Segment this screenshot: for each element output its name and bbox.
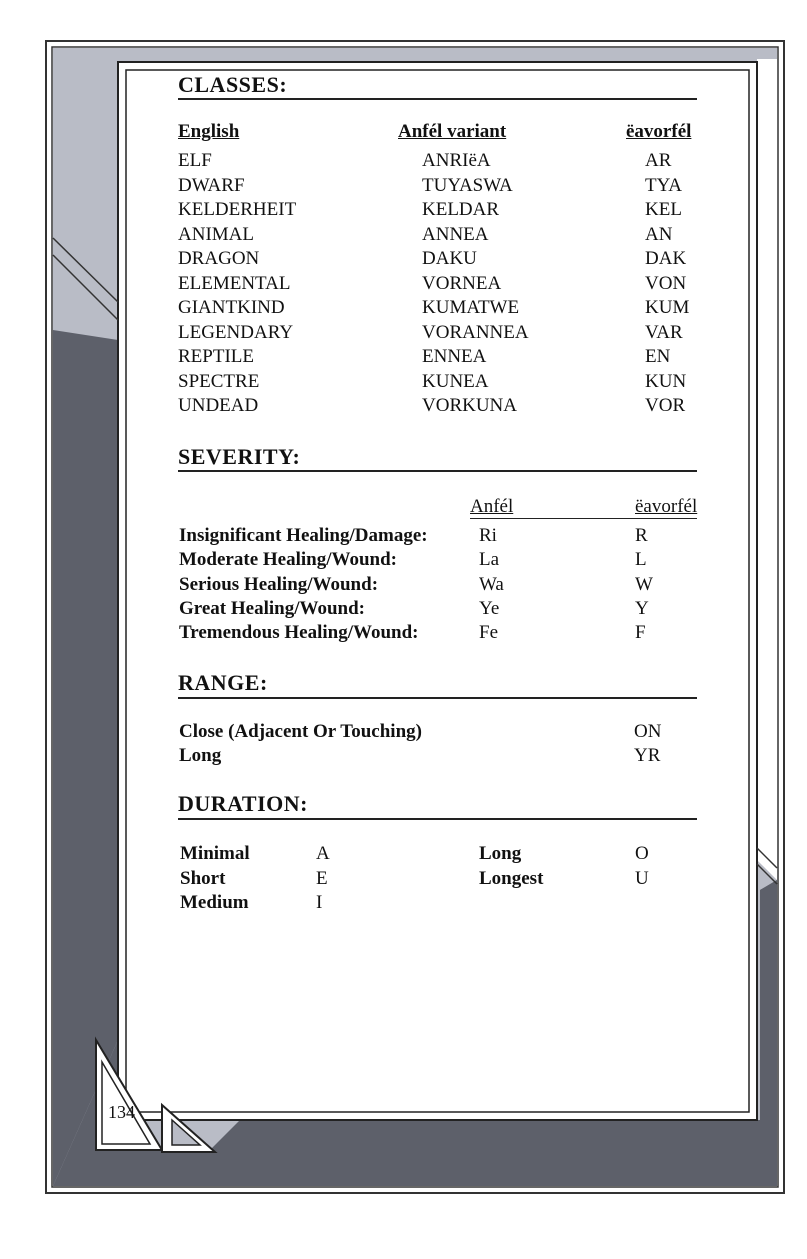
class-english: KELDERHEIT xyxy=(178,199,297,220)
severity-label: Tremendous Healing/Wound: xyxy=(179,622,419,644)
class-eavorfel: AR xyxy=(645,150,672,171)
duration-code: I xyxy=(316,892,323,913)
severity-anfel: Ye xyxy=(479,597,500,619)
class-anfel: DAKU xyxy=(422,248,477,269)
severity-eavorfel: F xyxy=(635,622,646,644)
classes-col-english: English xyxy=(178,121,240,142)
table-row xyxy=(0,322,807,347)
severity-label: Serious Healing/Wound: xyxy=(179,573,379,595)
table-row xyxy=(0,346,807,371)
class-eavorfel: VOR xyxy=(645,395,686,416)
class-english: REPTILE xyxy=(178,346,254,367)
severity-eavorfel: L xyxy=(635,549,647,571)
severity-anfel: Fe xyxy=(479,622,498,644)
duration-rule xyxy=(178,818,697,820)
range-heading: RANGE: xyxy=(178,670,268,695)
class-anfel: ANNEA xyxy=(422,223,489,245)
table-row xyxy=(0,371,807,396)
duration-code: O xyxy=(635,843,649,864)
page-number: 134 xyxy=(108,1102,135,1122)
table-row xyxy=(0,297,807,322)
class-anfel: ENNEA xyxy=(422,346,487,367)
severity-col-anfel: Anfél xyxy=(470,496,514,517)
class-anfel: KELDAR xyxy=(422,199,500,220)
class-eavorfel: DAK xyxy=(645,248,687,269)
class-english: LEGENDARY xyxy=(178,321,294,343)
classes-heading: CLASSES: xyxy=(178,72,288,97)
severity-anfel: Ri xyxy=(479,525,497,546)
class-anfel: ANRIëA xyxy=(422,150,491,171)
duration-code: A xyxy=(316,843,330,864)
class-english: UNDEAD xyxy=(178,395,259,416)
range-row-label: Long xyxy=(179,745,222,766)
duration-heading: DURATION: xyxy=(178,791,308,816)
class-eavorfel: VAR xyxy=(645,321,683,343)
classes-col-anfel: Anfél variant xyxy=(398,121,507,142)
severity-heading: SEVERITY: xyxy=(178,444,301,469)
severity-label: Great Healing/Wound: xyxy=(179,597,365,619)
class-anfel: KUMATWE xyxy=(422,297,520,318)
class-eavorfel: AN xyxy=(645,223,673,245)
duration-label: Minimal xyxy=(180,843,250,864)
class-english: ELEMENTAL xyxy=(178,272,291,294)
duration-label: Long xyxy=(479,843,522,864)
range-row-label: Close (Adjacent Or Touching) xyxy=(179,721,422,742)
class-eavorfel: EN xyxy=(645,346,671,367)
classes-col-eavorfel: ëavorfél xyxy=(626,121,692,142)
table-row xyxy=(0,150,807,175)
range-row-value: ON xyxy=(634,721,662,742)
class-anfel: TUYASWA xyxy=(422,174,513,196)
class-anfel: KUNEA xyxy=(422,370,489,392)
severity-eavorfel: R xyxy=(635,525,648,546)
duration-label: Longest xyxy=(479,868,544,889)
class-anfel: VORKUNA xyxy=(422,395,517,416)
table-row xyxy=(0,525,807,549)
duration-code: E xyxy=(316,868,328,889)
severity-rule xyxy=(178,470,697,472)
severity-col-underline xyxy=(470,518,697,519)
class-eavorfel: KEL xyxy=(645,199,682,220)
class-eavorfel: VON xyxy=(645,272,687,294)
classes-rule xyxy=(178,98,697,100)
table-row xyxy=(0,549,807,573)
class-english: DWARF xyxy=(178,174,245,196)
class-english: DRAGON xyxy=(178,248,260,269)
severity-eavorfel: Y xyxy=(635,597,649,619)
class-english: GIANTKIND xyxy=(178,297,285,318)
range-row-value: YR xyxy=(634,745,661,766)
duration-label: Medium xyxy=(180,892,249,913)
class-anfel: VORNEA xyxy=(422,272,502,294)
table-row xyxy=(0,622,807,646)
table-row xyxy=(0,598,807,622)
severity-anfel: La xyxy=(479,549,500,571)
class-english: ANIMAL xyxy=(178,223,254,245)
class-eavorfel: TYA xyxy=(645,174,682,196)
severity-eavorfel: W xyxy=(635,573,653,595)
table-row xyxy=(0,273,807,298)
table-row xyxy=(0,199,807,224)
class-anfel: VORANNEA xyxy=(422,321,529,343)
severity-label: Insignificant Healing/Damage: xyxy=(179,525,428,546)
duration-label: Short xyxy=(180,868,226,889)
table-row xyxy=(0,248,807,273)
range-rule xyxy=(178,697,697,699)
duration-code: U xyxy=(635,868,649,889)
severity-anfel: Wa xyxy=(479,573,504,595)
class-english: SPECTRE xyxy=(178,370,260,392)
table-row xyxy=(0,574,807,598)
table-row xyxy=(0,224,807,249)
severity-col-eavorfel: ëavorfél xyxy=(635,496,698,517)
class-eavorfel: KUM xyxy=(645,297,690,318)
table-row xyxy=(0,395,807,420)
class-english: ELF xyxy=(178,150,212,171)
table-row xyxy=(0,175,807,200)
severity-label: Moderate Healing/Wound: xyxy=(179,549,397,571)
class-eavorfel: KUN xyxy=(645,370,687,392)
